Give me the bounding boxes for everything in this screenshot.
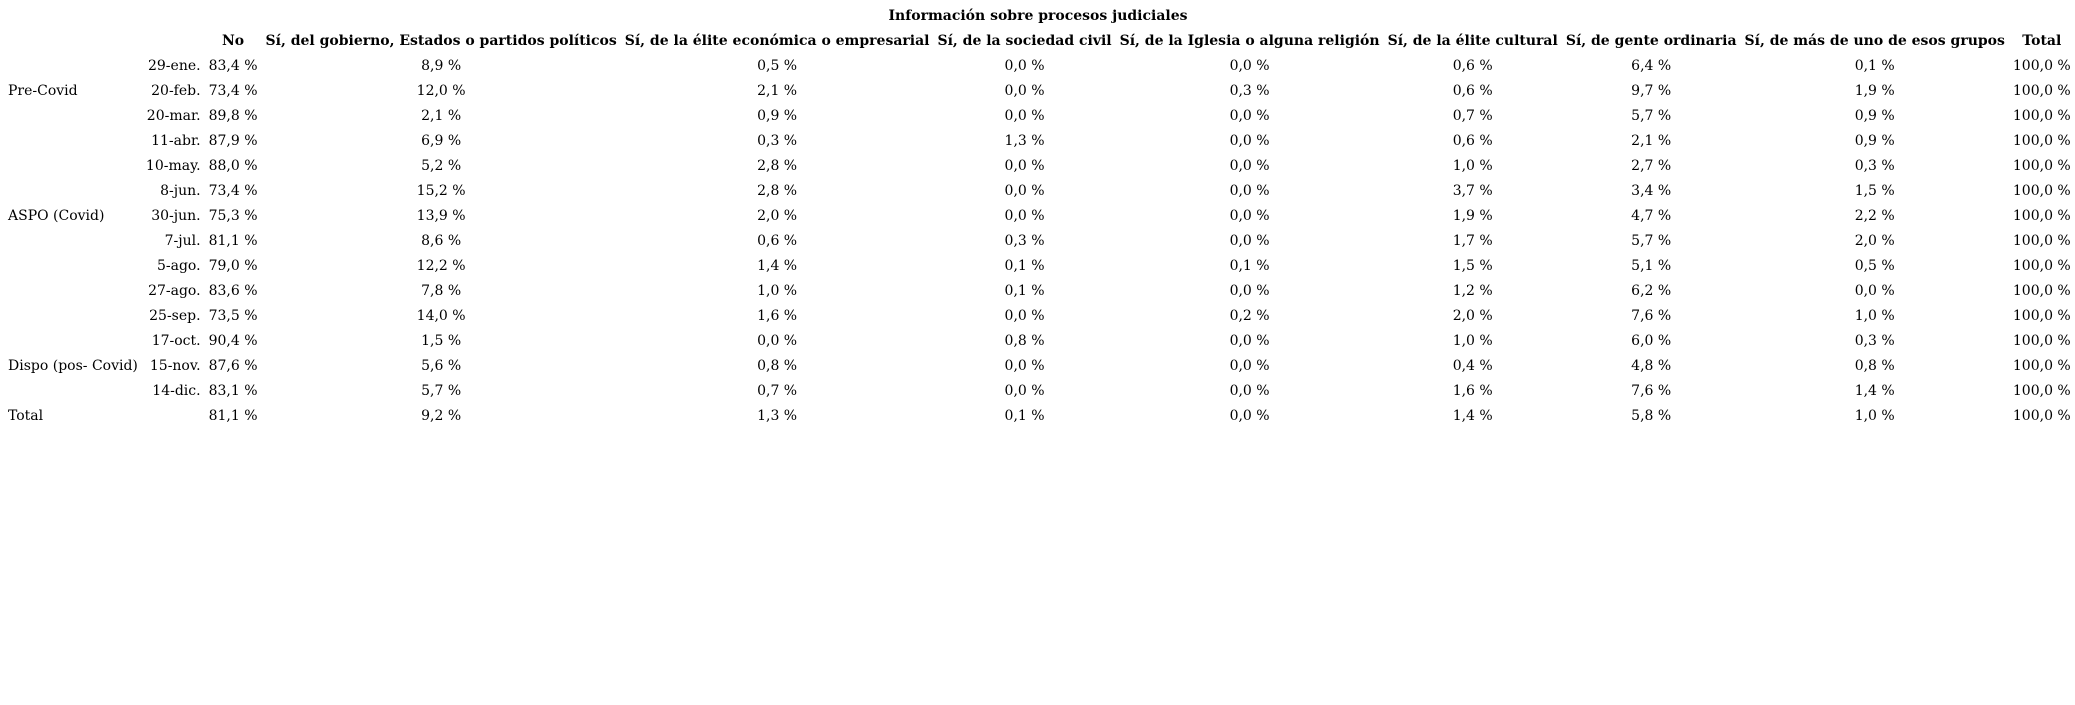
header-gobierno: Sí, del gobierno, Estados o partidos políticos [265, 33, 617, 49]
table-row [4, 379, 2075, 404]
cell-value: 1,0 % [1854, 408, 1895, 424]
cell-value: 0,3 % [1004, 233, 1045, 249]
cell-value: 7,8 % [421, 283, 462, 299]
cell-value: 100,0 % [2012, 133, 2071, 149]
cell-value: 0,6 % [1452, 133, 1493, 149]
cell-value: 0,1 % [1229, 258, 1270, 274]
cell-value: 3,7 % [1452, 183, 1493, 199]
cell-value: 0,8 % [757, 358, 798, 374]
cell-value: 2,7 % [1631, 158, 1672, 174]
cell-value: 4,7 % [1631, 208, 1672, 224]
cell-value: 79,0 % [208, 258, 258, 274]
cell-value: 1,0 % [1452, 333, 1493, 349]
cell-value: 0,0 % [1229, 233, 1270, 249]
cell-value: 0,7 % [757, 383, 798, 399]
cell-value: 100,0 % [2012, 408, 2071, 424]
cell-value: 0,0 % [1229, 158, 1270, 174]
cell-value: 0,8 % [1004, 333, 1045, 349]
header-sociedad-civil: Sí, de la sociedad civil [937, 33, 1112, 49]
row-group-label [4, 254, 142, 279]
cell-value: 0,9 % [1854, 133, 1895, 149]
cell-value: 1,5 % [1854, 183, 1895, 199]
cell-value: 0,0 % [1229, 408, 1270, 424]
cell-value: 1,0 % [757, 283, 798, 299]
cell-value: 0,0 % [1004, 308, 1045, 324]
cell-value: 5,6 % [421, 358, 462, 374]
cell-value: 81,1 % [208, 408, 258, 424]
cell-value: 90,4 % [208, 333, 258, 349]
row-group-label: Total [8, 408, 44, 424]
cell-value: 0,0 % [1004, 158, 1045, 174]
table-row [4, 129, 2075, 154]
cell-value: 100,0 % [2012, 333, 2071, 349]
cell-value: 0,6 % [1452, 83, 1493, 99]
cell-value: 5,7 % [1631, 108, 1672, 124]
cell-value: 2,1 % [757, 83, 798, 99]
cell-value: 1,9 % [1854, 83, 1895, 99]
cell-value: 8,9 % [421, 58, 462, 74]
cell-value: 100,0 % [2012, 183, 2071, 199]
cell-value: 1,5 % [421, 333, 462, 349]
row-group-label: Pre-Covid [8, 83, 78, 99]
row-group-label: ASPO (Covid) [8, 208, 105, 224]
cell-value: 2,8 % [757, 183, 798, 199]
table-title: Información sobre procesos judiciales [888, 8, 1188, 24]
cell-value: 0,0 % [1004, 183, 1045, 199]
cell-value: 100,0 % [2012, 358, 2071, 374]
cell-value: 1,0 % [1452, 158, 1493, 174]
cell-value: 0,5 % [757, 58, 798, 74]
row-date: 7-jul. [164, 233, 201, 249]
cell-value: 100,0 % [2012, 283, 2071, 299]
cell-value: 7,6 % [1631, 308, 1672, 324]
cell-value: 0,9 % [757, 108, 798, 124]
cell-value: 2,2 % [1854, 208, 1895, 224]
row-group-label [4, 304, 142, 329]
row-group-label [4, 129, 142, 154]
cell-value: 6,9 % [421, 133, 462, 149]
cell-value: 12,0 % [416, 83, 466, 99]
cell-value: 100,0 % [2012, 108, 2071, 124]
cell-value: 0,1 % [1004, 408, 1045, 424]
table-row [4, 79, 2075, 104]
cell-value: 9,2 % [421, 408, 462, 424]
cell-value: 0,5 % [1854, 258, 1895, 274]
cell-value: 1,3 % [1004, 133, 1045, 149]
cell-value: 2,1 % [1631, 133, 1672, 149]
row-date: 11-abr. [151, 133, 201, 149]
cell-value: 0,6 % [757, 233, 798, 249]
cell-value: 0,0 % [1229, 358, 1270, 374]
cell-value: 2,1 % [421, 108, 462, 124]
header-gente-ordinaria: Sí, de gente ordinaria [1565, 33, 1737, 49]
cell-value: 2,0 % [1854, 233, 1895, 249]
cell-value: 0,4 % [1452, 358, 1493, 374]
row-group-label [4, 154, 142, 179]
cell-value: 100,0 % [2012, 383, 2071, 399]
table-row [4, 54, 2075, 79]
header-row [4, 29, 2075, 54]
cell-value: 0,0 % [1004, 383, 1045, 399]
cell-value: 0,1 % [1854, 58, 1895, 74]
cell-value: 100,0 % [2012, 158, 2071, 174]
cell-value: 9,7 % [1631, 83, 1672, 99]
cell-value: 1,4 % [757, 258, 798, 274]
cell-value: 0,0 % [1229, 383, 1270, 399]
row-date: 29-ene. [147, 58, 201, 74]
cell-value: 14,0 % [416, 308, 466, 324]
cell-value: 0,3 % [1854, 158, 1895, 174]
cell-value: 1,7 % [1452, 233, 1493, 249]
row-date: 8-jun. [160, 183, 201, 199]
row-date [142, 404, 205, 429]
cell-value: 100,0 % [2012, 58, 2071, 74]
cell-value: 0,3 % [757, 133, 798, 149]
table-row [4, 229, 2075, 254]
row-date: 27-ago. [148, 283, 201, 299]
cell-value: 0,3 % [1854, 333, 1895, 349]
cell-value: 73,4 % [208, 83, 258, 99]
table-row [4, 104, 2075, 129]
cell-value: 2,8 % [757, 158, 798, 174]
cell-value: 100,0 % [2012, 208, 2071, 224]
cell-value: 81,1 % [208, 233, 258, 249]
cell-value: 0,0 % [1229, 58, 1270, 74]
cell-value: 100,0 % [2012, 233, 2071, 249]
cell-value: 0,0 % [1004, 83, 1045, 99]
cell-value: 0,8 % [1854, 358, 1895, 374]
table-row [4, 204, 2075, 229]
cell-value: 1,6 % [757, 308, 798, 324]
cell-value: 73,4 % [208, 183, 258, 199]
cell-value: 5,7 % [421, 383, 462, 399]
header-iglesia: Sí, de la Iglesia o alguna religión [1119, 33, 1380, 49]
row-date: 17-oct. [151, 333, 201, 349]
cell-value: 0,0 % [1229, 183, 1270, 199]
header-no: No [221, 33, 245, 49]
cell-value: 0,9 % [1854, 108, 1895, 124]
header-date [142, 29, 205, 54]
cell-value: 0,0 % [1229, 208, 1270, 224]
cell-value: 0,2 % [1229, 308, 1270, 324]
row-date: 20-feb. [151, 83, 201, 99]
table-row [4, 154, 2075, 179]
row-group-label [4, 279, 142, 304]
cell-value: 5,8 % [1631, 408, 1672, 424]
cell-value: 0,0 % [1004, 358, 1045, 374]
cell-value: 100,0 % [2012, 308, 2071, 324]
cell-value: 83,1 % [208, 383, 258, 399]
cell-value: 1,9 % [1452, 208, 1493, 224]
row-date: 25-sep. [149, 308, 201, 324]
cell-value: 2,0 % [757, 208, 798, 224]
cell-value: 0,7 % [1452, 108, 1493, 124]
cell-value: 0,0 % [757, 333, 798, 349]
cell-value: 1,2 % [1452, 283, 1493, 299]
header-elite-economica: Sí, de la élite económica o empresarial [624, 33, 930, 49]
row-date: 20-mar. [146, 108, 201, 124]
table-row [4, 404, 2075, 429]
cell-value: 88,0 % [208, 158, 258, 174]
cell-value: 1,0 % [1854, 308, 1895, 324]
cell-value: 0,0 % [1229, 133, 1270, 149]
cell-value: 1,4 % [1854, 383, 1895, 399]
header-mas-de-uno: Sí, de más de uno de esos grupos [1744, 33, 2005, 49]
cell-value: 5,2 % [421, 158, 462, 174]
table-row [4, 254, 2075, 279]
cell-value: 83,4 % [208, 58, 258, 74]
cell-value: 1,4 % [1452, 408, 1493, 424]
table-row [4, 279, 2075, 304]
cell-value: 5,7 % [1631, 233, 1672, 249]
cell-value: 0,0 % [1004, 108, 1045, 124]
cell-value: 75,3 % [208, 208, 258, 224]
cell-value: 1,3 % [757, 408, 798, 424]
cell-value: 6,2 % [1631, 283, 1672, 299]
cell-value: 1,6 % [1452, 383, 1493, 399]
row-group-label: Dispo (pos- Covid) [8, 358, 138, 374]
table-row [4, 304, 2075, 329]
table-row [4, 179, 2075, 204]
cell-value: 3,4 % [1631, 183, 1672, 199]
header-elite-cultural: Sí, de la élite cultural [1387, 33, 1558, 49]
cell-value: 0,0 % [1229, 283, 1270, 299]
cell-value: 0,0 % [1229, 108, 1270, 124]
cell-value: 73,5 % [208, 308, 258, 324]
header-group [4, 29, 142, 54]
cell-value: 0,1 % [1004, 258, 1045, 274]
row-date: 30-jun. [151, 208, 201, 224]
cell-value: 6,0 % [1631, 333, 1672, 349]
cell-value: 0,1 % [1004, 283, 1045, 299]
cell-value: 83,6 % [208, 283, 258, 299]
cell-value: 6,4 % [1631, 58, 1672, 74]
cell-value: 0,0 % [1004, 208, 1045, 224]
cell-value: 13,9 % [416, 208, 466, 224]
cell-value: 0,6 % [1452, 58, 1493, 74]
row-date: 15-nov. [149, 358, 201, 374]
cell-value: 4,8 % [1631, 358, 1672, 374]
cell-value: 1,5 % [1452, 258, 1493, 274]
cell-value: 2,0 % [1452, 308, 1493, 324]
cell-value: 100,0 % [2012, 83, 2071, 99]
data-table [4, 29, 2075, 429]
cell-value: 12,2 % [416, 258, 466, 274]
cell-value: 89,8 % [208, 108, 258, 124]
table-row [4, 354, 2075, 379]
cell-value: 0,3 % [1229, 83, 1270, 99]
cell-value: 100,0 % [2012, 258, 2071, 274]
cell-value: 0,0 % [1854, 283, 1895, 299]
cell-value: 87,9 % [208, 133, 258, 149]
cell-value: 5,1 % [1631, 258, 1672, 274]
cell-value: 8,6 % [421, 233, 462, 249]
cell-value: 7,6 % [1631, 383, 1672, 399]
row-date: 14-dic. [152, 383, 201, 399]
cell-value: 0,0 % [1229, 333, 1270, 349]
row-date: 10-may. [145, 158, 201, 174]
cell-value: 0,0 % [1004, 58, 1045, 74]
cell-value: 15,2 % [416, 183, 466, 199]
cell-value: 87,6 % [208, 358, 258, 374]
row-date: 5-ago. [156, 258, 201, 274]
table-row [4, 329, 2075, 354]
header-total: Total [2022, 33, 2062, 49]
